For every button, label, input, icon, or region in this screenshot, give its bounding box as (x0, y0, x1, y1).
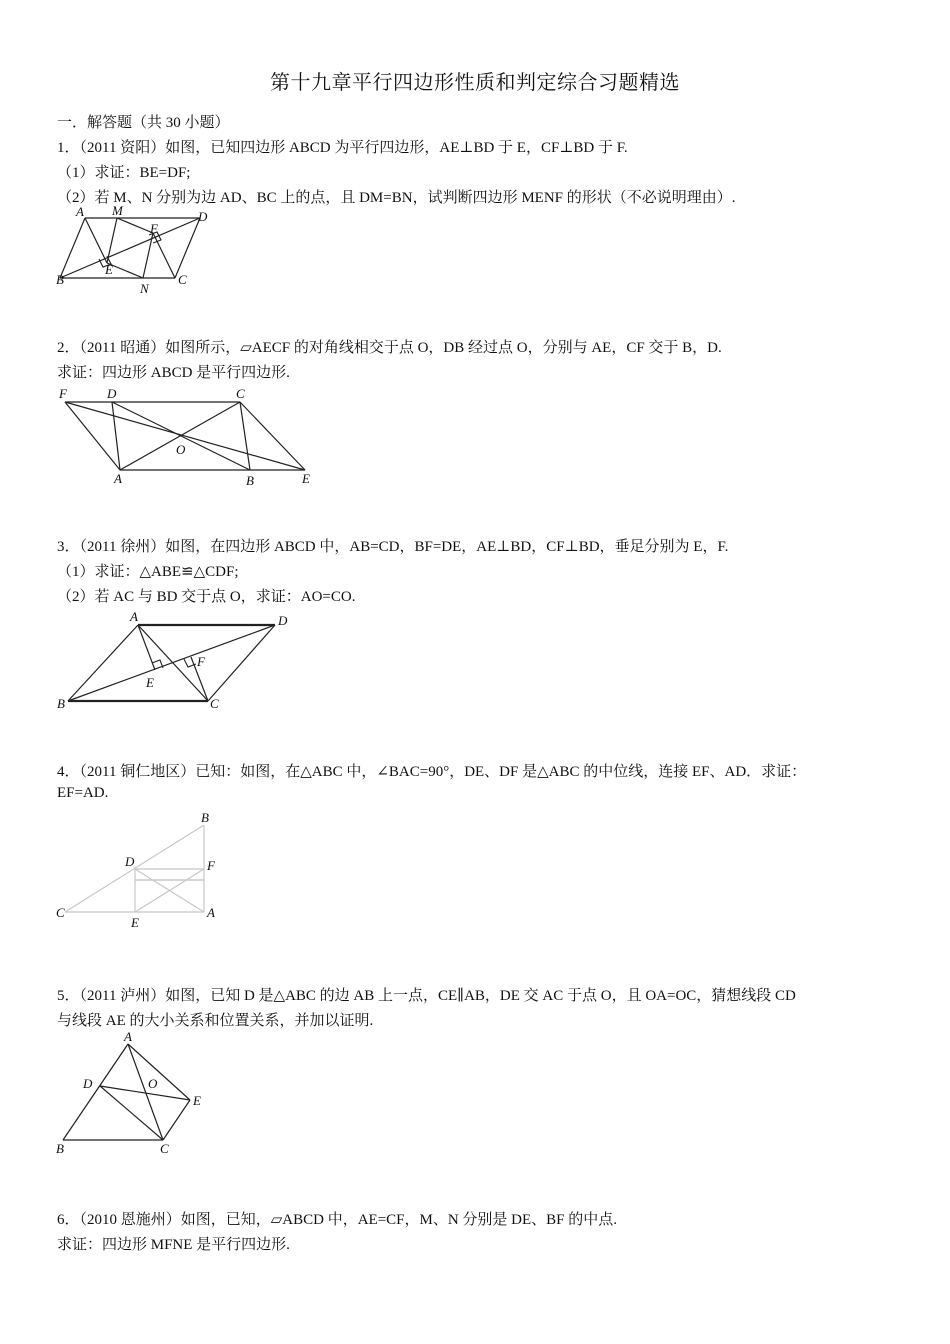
problem-3-figure (50, 608, 300, 718)
p2-label-B: B (246, 473, 254, 488)
p5-label-E: E (193, 1093, 201, 1108)
p5-label-O: O (148, 1076, 158, 1091)
p5-label-A: A (124, 1029, 132, 1044)
p1-label-C: C (178, 272, 187, 287)
p2-label-C: C (236, 386, 245, 401)
problem-5-statement: 5．（2011 泸州）如图，已知 D 是△ABC 的边 AB 上一点，CE∥AB，DE 交 AC 于点 O，且 OA=OC，猜想线段 CD (57, 988, 796, 1004)
p5-label-B: B (56, 1141, 64, 1156)
problem-2-goal: 求证：四边形 ABCD 是平行四边形. (57, 365, 290, 381)
problem-1-statement: 1．（2011 资阳）如图，已知四边形 ABCD 为平行四边形，AE⊥BD 于 E，CF⊥BD 于 F. (57, 140, 628, 156)
p4-label-D: D (125, 854, 135, 869)
p1-label-D: D (198, 209, 208, 224)
p3-label-F: F (197, 654, 205, 669)
problem-1-figure (50, 203, 225, 298)
p2-label-F: F (59, 386, 67, 401)
p5-label-D: D (83, 1076, 93, 1091)
p1-label-M: M (112, 203, 123, 218)
problem-4-goal: EF=AD. (57, 785, 109, 801)
section-heading: 一．解答题（共 30 小题） (57, 115, 230, 131)
p3-label-B: B (57, 696, 65, 711)
p2-label-D: D (107, 386, 117, 401)
p1-label-A: A (76, 204, 84, 219)
p4-label-C: C (56, 905, 65, 920)
p1-label-F: F (150, 221, 158, 236)
problem-5-figure (50, 1030, 220, 1160)
problem-6-goal: 求证：四边形 MFNE 是平行四边形. (57, 1237, 290, 1253)
p4-label-A: A (207, 905, 215, 920)
page-title: 第十九章平行四边形性质和判定综合习题精选 (270, 70, 680, 94)
problem-2-figure (50, 382, 320, 492)
problem-6-statement: 6．（2010 恩施州）如图，已知，▱ABCD 中，AE=CF，M、N 分别是 DE、BF 的中点. (57, 1212, 618, 1228)
problem-3-part-2: （2）若 AC 与 BD 交于点 O，求证：AO=CO. (57, 589, 356, 605)
p3-label-E: E (146, 675, 154, 690)
p2-label-O: O (176, 442, 186, 457)
p5-label-C: C (160, 1141, 169, 1156)
p3-label-D: D (278, 613, 288, 628)
p3-label-A: A (130, 609, 138, 624)
p1-label-E: E (105, 262, 113, 277)
problem-1-part-1: （1）求证：BE=DF; (57, 165, 191, 181)
problem-3-part-1: （1）求证：△ABE≌△CDF; (57, 564, 239, 580)
p1-label-B: B (56, 272, 64, 287)
problem-5-statement-cont: 与线段 AE 的大小关系和位置关系，并加以证明. (57, 1013, 374, 1029)
p2-label-A: A (114, 471, 122, 486)
problem-1-part-2: （2）若 M、N 分别为边 AD、BC 上的点，且 DM=BN，试判断四边形 MENF 的形状（不必说明理由）. (57, 190, 736, 206)
problem-3-statement: 3．（2011 徐州）如图，在四边形 ABCD 中，AB=CD，BF=DE，AE⊥BD，CF⊥BD，垂足分别为 E，F. (57, 539, 729, 555)
problem-4-statement: 4．（2011 铜仁地区）已知：如图，在△ABC 中，∠BAC=90°，DE、DF 是△ABC 的中位线，连接 EF、AD．求证： (57, 764, 807, 780)
p4-label-E: E (131, 915, 139, 930)
problem-4-figure (50, 808, 230, 933)
problem-2-statement: 2．（2011 昭通）如图所示，▱AECF 的对角线相交于点 O，DB 经过点 O，分别与 AE，CF 交于 B，D. (57, 340, 722, 356)
p3-label-C: C (210, 696, 219, 711)
p2-label-E: E (302, 471, 310, 486)
p4-label-F: F (207, 858, 215, 873)
p1-label-N: N (140, 281, 149, 296)
p4-label-B: B (201, 810, 209, 825)
